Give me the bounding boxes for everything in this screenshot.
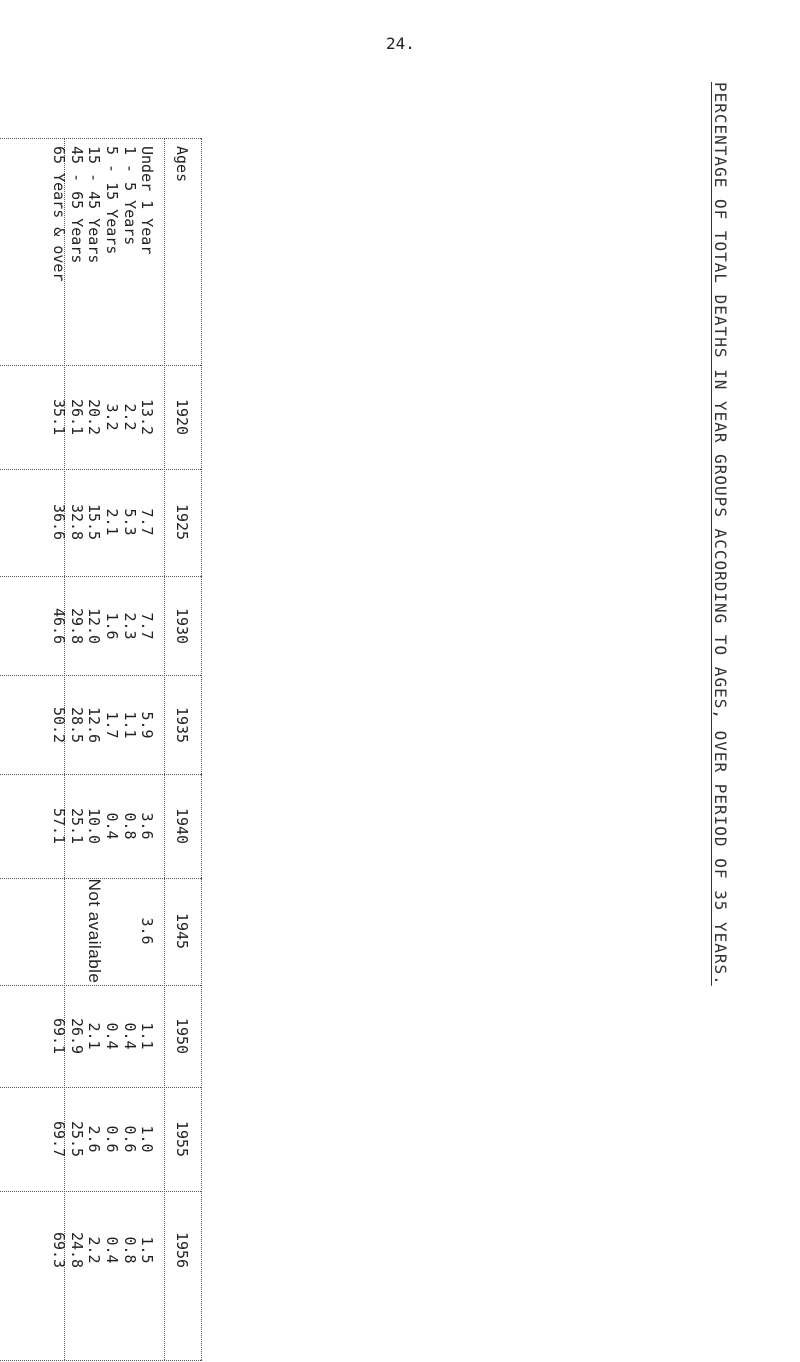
- table-cell: 2.3: [121, 612, 139, 640]
- table-cell: 12.0: [85, 607, 103, 645]
- table-cell: 0.4: [121, 1022, 139, 1050]
- table-cell: 0.8: [121, 812, 139, 840]
- row-label-65-over: 65 Years & over: [50, 146, 68, 282]
- table-cell: 1.6: [103, 612, 121, 640]
- row-label-15-45: 15 - 45 Years: [85, 146, 103, 264]
- year-header: 1950: [173, 1017, 191, 1055]
- table-cell: 1.0: [138, 1125, 156, 1153]
- table-cell: 36.6: [50, 503, 68, 541]
- table-cell: 3.6: [138, 917, 156, 945]
- table-cell: 5.3: [121, 508, 139, 536]
- table-cell: 26.1: [68, 398, 86, 436]
- table-cell: 29.8: [68, 607, 86, 645]
- table-cell: 2.2: [121, 403, 139, 431]
- table-cell: 5.9: [138, 711, 156, 739]
- table-cell: 35.1: [50, 398, 68, 436]
- ages-header: Ages: [173, 146, 191, 183]
- table-cell: 15.5: [85, 503, 103, 541]
- row-label-45-65: 45 - 65 Years: [68, 146, 86, 264]
- table-cell: 25.1: [68, 807, 86, 845]
- table-cell: 0.8: [121, 1236, 139, 1264]
- table-cell: 0.4: [103, 812, 121, 840]
- table-cell: 57.1: [50, 807, 68, 845]
- table-cell: 13.2: [138, 398, 156, 436]
- table-cell: 10.0: [85, 807, 103, 845]
- table-cell: 32.8: [68, 503, 86, 541]
- table-cell: 1.7: [103, 711, 121, 739]
- page-number: 24.: [386, 34, 415, 53]
- table-cell: 24.8: [68, 1231, 86, 1269]
- table-cell: 25.5: [68, 1120, 86, 1158]
- table-cell: 69.7: [50, 1120, 68, 1158]
- table-cell: 2.1: [85, 1022, 103, 1050]
- year-header: 1930: [173, 607, 191, 645]
- table-cell: 46.6: [50, 607, 68, 645]
- row-label-5-15: 5 - 15 Years: [103, 146, 121, 255]
- year-header: 1925: [173, 503, 191, 541]
- table-cell: 50.2: [50, 706, 68, 744]
- table-cell: 7.7: [138, 612, 156, 640]
- table-cell: 20.2: [85, 398, 103, 436]
- table-cell: 1.5: [138, 1236, 156, 1264]
- not-available-note: Not available: [85, 878, 104, 984]
- year-header: 1935: [173, 706, 191, 744]
- year-header: 1955: [173, 1120, 191, 1158]
- table-cell: 0.4: [103, 1022, 121, 1050]
- row-label-1-5: 1 - 5 Years: [121, 146, 139, 246]
- year-header: 1940: [173, 807, 191, 845]
- deaths-by-age-table: [0, 138, 202, 1360]
- table-cell: 26.9: [68, 1017, 86, 1055]
- table-cell: 69.3: [50, 1231, 68, 1269]
- year-header: 1956: [173, 1231, 191, 1269]
- table-cell: 2.1: [103, 508, 121, 536]
- table-cell: 1.1: [121, 711, 139, 739]
- table-cell: 2.2: [85, 1236, 103, 1264]
- table-cell: 3.6: [138, 812, 156, 840]
- table-cell: 28.5: [68, 706, 86, 744]
- table-cell: 12.6: [85, 706, 103, 744]
- table-cell: 0.6: [121, 1125, 139, 1153]
- table-cell: 1.1: [138, 1022, 156, 1050]
- year-header: 1945: [173, 912, 191, 950]
- table-cell: 3.2: [103, 403, 121, 431]
- page-title: PERCENTAGE OF TOTAL DEATHS IN YEAR GROUPS ACCORDING TO AGES, OVER PERIOD OF 35 YEARS.: [711, 82, 730, 986]
- table-cell: 0.6: [103, 1125, 121, 1153]
- table-cell: 2.6: [85, 1125, 103, 1153]
- row-label-under-1: Under 1 Year: [138, 146, 156, 255]
- table-cell: 69.1: [50, 1017, 68, 1055]
- table-cell: 7.7: [138, 508, 156, 536]
- table-cell: 0.4: [103, 1236, 121, 1264]
- year-header: 1920: [173, 398, 191, 436]
